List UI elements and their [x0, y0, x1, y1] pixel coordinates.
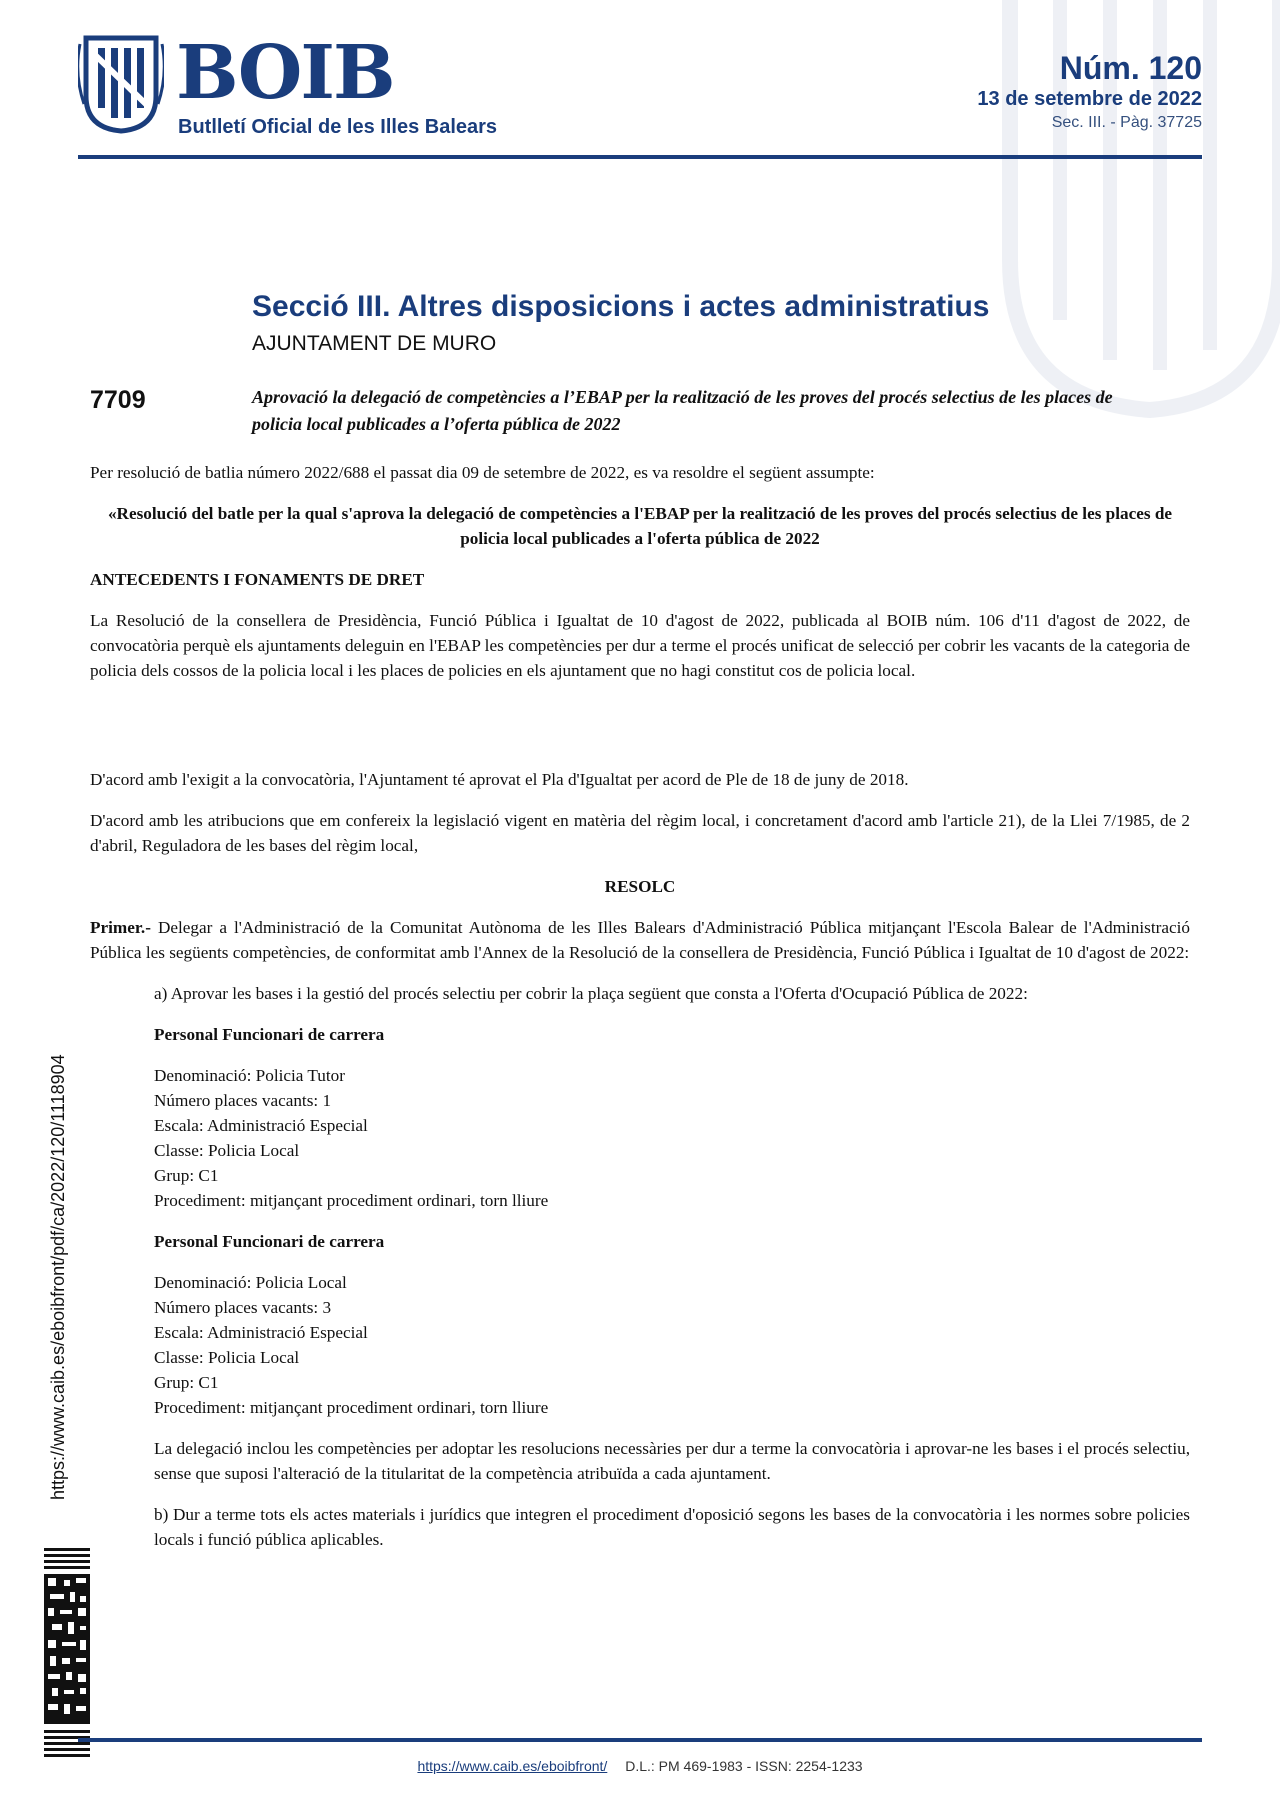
qr-code-icon[interactable]	[44, 1548, 90, 1762]
primer-label: Primer.-	[90, 918, 151, 937]
equality-paragraph: D'acord amb l'exigit a la convocatòria, l'Ajuntament té aprovat el Pla d'Igualtat per acord de Ple de 18 de juny de 2018.	[90, 770, 909, 789]
issue-date: 13 de setembre de 2022	[977, 88, 1202, 110]
group2-line: Denominació: Policia Local	[154, 1273, 347, 1292]
primer-paragraph	[90, 915, 1190, 965]
section-page: Sec. III. - Pàg. 37725	[1051, 114, 1202, 131]
page-footer	[0, 1758, 1280, 1774]
side-url[interactable]: https://www.caib.es/eboibfront/pdf/ca/2022/120/1118904	[48, 1054, 68, 1500]
footer-legal: D.L.: PM 469-1983 - ISSN: 2254-1233	[625, 1758, 863, 1774]
resolc-heading: RESOLC	[604, 877, 676, 896]
issue-info	[977, 50, 1202, 134]
group1-line: Número places vacants: 1	[154, 1091, 332, 1110]
group1-line: Grup: C1	[154, 1166, 219, 1185]
attributions-paragraph: D'acord amb les atribucions que em confereix la legislació vigent en matèria del règim local, i concretament d'acord amb l'article 21), de la Llei 7/1985, de 2 d'abril, Reguladora de les bases del règim local,	[90, 811, 1190, 855]
page-header	[78, 30, 1202, 158]
balearic-shield-logo-icon	[78, 34, 164, 134]
group2-heading: Personal Funcionari de carrera	[154, 1232, 385, 1251]
group2-details	[154, 1270, 1190, 1420]
group1-line: Procediment: mitjançant procediment ordinari, torn lliure	[154, 1191, 549, 1210]
resolution-title: «Resolució del batle per la qual s'aprova la delegació de competències a l'EBAP per la realització de les proves del procés selectius de les places de policia local publicades a l'oferta pública de 2022	[107, 504, 1173, 548]
primer-text: Delegar a l'Administració de la Comunitat Autònoma de les Illes Balears d'Administració Pública mitjançant l'Escola Balear de l'Administració Pública les següents competències, de conformitat amb l'Annex de la Resolució de la consellera de Presidència, Funció Pública i Igualtat de 10 d'agost de 2022:	[90, 918, 1190, 962]
issue-number: Núm. 120	[1059, 50, 1202, 86]
antecedents-paragraph: La Resolució de la consellera de Presidència, Funció Pública i Igualtat de 10 d'agost de 2022, publicada al BOIB núm. 106 d'11 d'agost de 2022, de convocatòria perquè els ajuntaments deleguin en l'EBAP les competències per dur a terme el procés unificat de selecció per cobrir les vacants de la categoria de policia dels cossos de la policia local i les places de policies en els ajuntament que no hagi constitut cos de policia local.	[90, 611, 1190, 680]
group1-line: Classe: Policia Local	[154, 1141, 300, 1160]
group2-line: Procediment: mitjançant procediment ordinari, torn lliure	[154, 1398, 549, 1417]
group2-line: Grup: C1	[154, 1373, 219, 1392]
item-b: b) Dur a terme tots els actes materials i jurídics que integren el procediment d'oposició segons les bases de la convocatòria i les normes sobre policies locals i funció pública aplicables.	[154, 1505, 1190, 1549]
delegation-paragraph: La delegació inclou les competències per adoptar les resolucions necessàries per dur a terme la convocatòria i aprovar-ne les bases i el procés selectiu, sense que suposi l'alteració de la titularitat de la competència atribuïda a cada ajuntament.	[154, 1439, 1190, 1483]
document-number: 7709	[90, 386, 146, 414]
group1-details	[154, 1063, 1190, 1213]
document-title: Aprovació la delegació de competències a l’EBAP per la realització de les proves del procés selectius de les places de policia local publicades a l’oferta pública de 2022	[252, 387, 1113, 434]
footer-link[interactable]: https://www.caib.es/eboibfront/	[417, 1758, 608, 1774]
group1-heading: Personal Funcionari de carrera	[154, 1025, 385, 1044]
brand-subtitle: Butlletí Oficial de les Illes Balears	[178, 116, 498, 138]
brand-name: BOIB	[176, 30, 394, 116]
authority-name: AJUNTAMENT DE MURO	[252, 332, 497, 355]
document-body	[90, 460, 1190, 1552]
item-a: a) Aprovar les bases i la gestió del procés selectiu per cobrir la plaça següent que consta a l'Oferta d'Ocupació Pública de 2022:	[154, 984, 1028, 1003]
section-title: Secció III. Altres disposicions i actes administratius	[252, 290, 990, 323]
antecedents-heading: ANTECEDENTS I FONAMENTS DE DRET	[90, 570, 425, 589]
group1-line: Escala: Administració Especial	[154, 1116, 368, 1135]
group2-line: Escala: Administració Especial	[154, 1323, 368, 1342]
group2-line: Número places vacants: 3	[154, 1298, 332, 1317]
header-divider	[78, 155, 1202, 159]
intro-paragraph: Per resolució de batlia número 2022/688 el passat dia 09 de setembre de 2022, es va resoldre el següent assumpte:	[90, 463, 875, 482]
group2-line: Classe: Policia Local	[154, 1348, 300, 1367]
group1-line: Denominació: Policia Tutor	[154, 1066, 345, 1085]
footer-divider	[78, 1738, 1202, 1742]
